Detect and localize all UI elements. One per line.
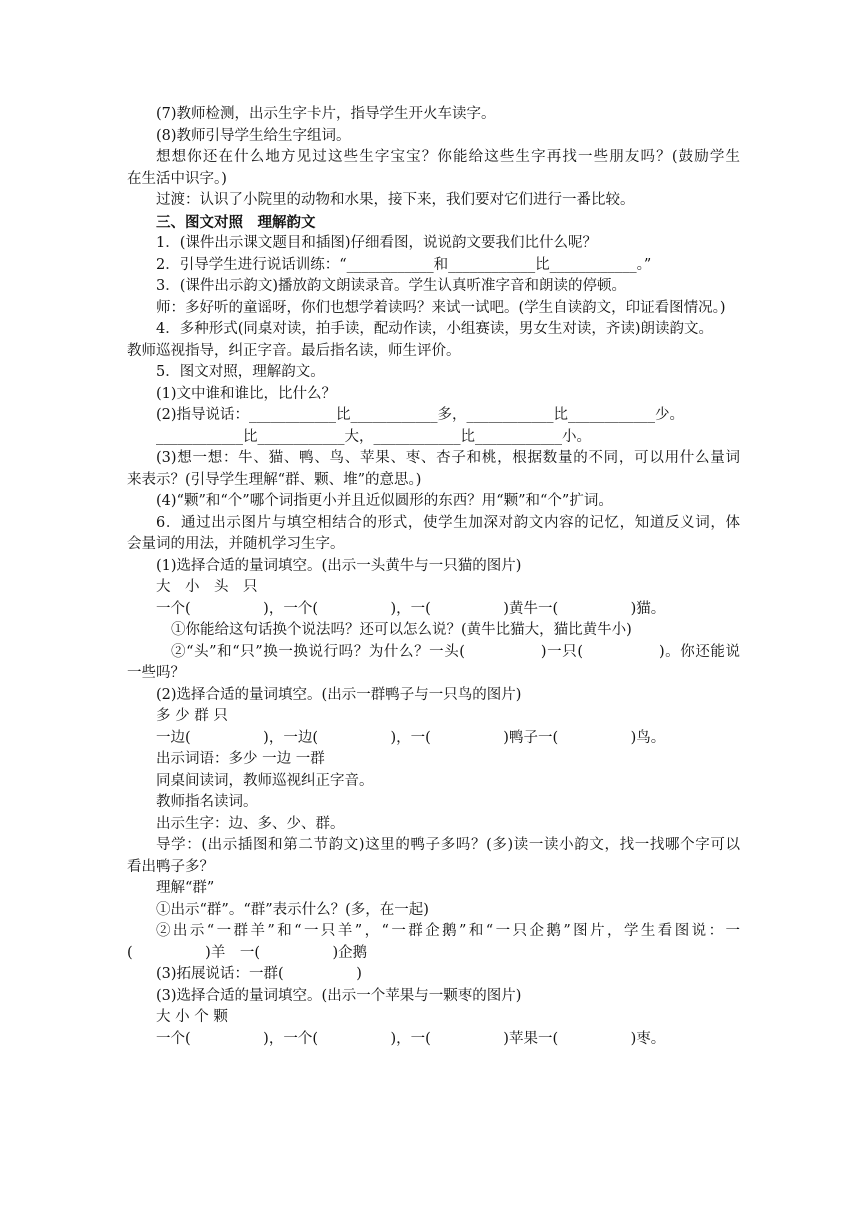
text-line: ①你能给这句话换个说法吗？还可以怎么说？(黄牛比猫大，猫比黄牛小) — [171, 622, 632, 638]
text-line: 一个( )，一个( )，一( )黄牛一( )猫。 — [156, 600, 666, 617]
text-line: ①出示“群”。“群”表示什么？(多，在一起) — [156, 901, 429, 918]
text-line: ②出示“一群羊”和“一只羊”，“一群企鹅”和“一只企鹅”图片，学生看图说：一 — [156, 923, 740, 939]
text-line: (1)文中谁和谁比，比什么？ — [156, 385, 337, 402]
text-line: 师：多好听的童谣呀，你们也想学着读吗？来试一试吧。(学生自读韵文，印证看图情况。) — [156, 299, 726, 316]
text-line: (7)教师检测，出示生字卡片，指导学生开火车读字。 — [156, 106, 496, 122]
text-line: (3)想一想：牛、猫、鸭、鸟、苹果、枣、杏子和桃，根据数量的不同，可以用什么量词 — [156, 450, 740, 466]
text-line: ②“头”和“只”换一换说行吗？为什么？一头( )一只( )。你还能说 — [171, 643, 740, 660]
text-line: 一个( )，一个( )，一( )苹果一( )枣。 — [156, 1030, 666, 1047]
text-line: 出示词语：多少 一边 一群 — [156, 751, 325, 767]
text-line: 导学：(出示插图和第二节韵文)这里的鸭子多吗？(多)读一读小韵文，找一找哪个字可以 — [156, 837, 740, 853]
text-line: (8)教师引导学生给生字组词。 — [156, 127, 351, 144]
text-line: 大 小 个 颗 — [156, 1009, 228, 1025]
text-line: (2)指导说话：____________比____________多，____________比____________少。 — [156, 407, 685, 423]
text-line: (3)拓展说话：一群( ) — [156, 966, 362, 982]
text-line: 理解“群” — [156, 880, 215, 896]
text-line: 教师巡视指导，纠正字音。最后指名读，师生评价。 — [127, 342, 461, 359]
text-line: 同桌间读词，教师巡视纠正字音。 — [156, 772, 374, 789]
section-heading: 三、图文对照 理解韵文 — [156, 213, 316, 231]
text-line: 4．多种形式(同桌对读，拍手读，配动作读，小组赛读，男女生对读，齐读)朗读韵文。 — [156, 321, 714, 337]
text-line: (4)“颗”和“个”哪个词指更小并且近似圆形的东西？用“颗”和“个”扩词。 — [156, 493, 613, 509]
text-line: 一些吗？ — [127, 665, 185, 681]
text-line: 会量词的用法，并随机学习生字。 — [127, 536, 345, 552]
text-line: 1．(课件出示课文题目和插图)仔细看图，说说韵文要我们比什么呢？ — [156, 235, 598, 251]
text-line: 想想你还在什么地方见过这些生字宝宝？你能给这些生字再找一些朋友吗？(鼓励学生 — [156, 149, 740, 165]
text-line: 来表示？(引导学生理解“群、颗、堆”的意思。) — [127, 471, 422, 488]
text-line: 出示生字：边、多、少、群。 — [156, 815, 345, 832]
text-line: 一边( )，一边( )，一( )鸭子一( )鸟。 — [156, 729, 666, 746]
text-line: 多 少 群 只 — [156, 708, 228, 724]
text-line: (1)选择合适的量词填空。(出示一头黄牛与一只猫的图片) — [156, 557, 522, 574]
text-line: (2)选择合适的量词填空。(出示一群鸭子与一只鸟的图片) — [156, 686, 522, 703]
text-line: 3．(课件出示韵文)播放韵文朗读录音。学生认真听准字音和朗读的停顿。 — [156, 278, 627, 294]
text-line: 在生活中识字。) — [127, 170, 227, 187]
text-line: 过渡：认识了小院里的动物和水果，接下来，我们要对它们进行一番比较。 — [156, 192, 635, 208]
text-line: ( )羊 一( )企鹅 — [127, 944, 368, 961]
text-line: 看出鸭子多？ — [127, 858, 214, 875]
text-line: 大 小 头 只 — [156, 579, 258, 595]
text-line: 2．引导学生进行说话训练：“____________和____________比____________。” — [156, 256, 652, 273]
text-line: 5．图文对照，理解韵文。 — [156, 364, 325, 380]
text-line: 教师指名读词。 — [156, 794, 258, 810]
text-line: ____________比____________大，____________比____________小。 — [156, 428, 591, 445]
text-line: (3)选择合适的量词填空。(出示一个苹果与一颗枣的图片) — [156, 987, 522, 1004]
text-line: 6．通过出示图片与填空相结合的形式，使学生加深对韵文内容的记忆，知道反义词，体 — [156, 514, 740, 531]
